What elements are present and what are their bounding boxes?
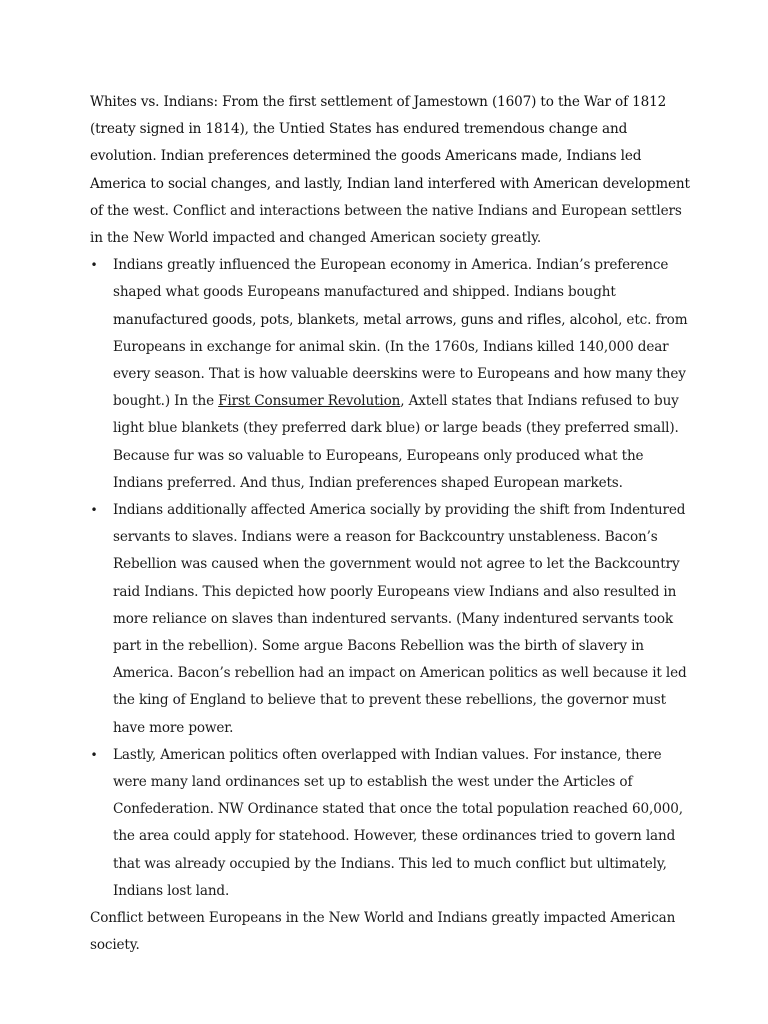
bullet-icon — [90, 252, 98, 279]
intro-thesis-text: From the first settlement of Jamestown (1607) to the War of 1812 (treaty signed in 1814), the Untied States has endured tremendous change and evolution. Indian preferences determined the goods Americans made, Indians led America to social changes, and lastly, Indian land interfered with American development of the west. — [90, 94, 690, 219]
bullet-item-economy — [90, 252, 690, 497]
economy-text-part3: , Axtell states that Indians refused to buy light blue blankets (they preferred dark blue) or large beads (they preferred small). Because fur was so valuable to Europeans, Europeans only produced what the Indians preferred. And thus, Indian preferences shaped European markets. — [113, 393, 679, 491]
economy-text-part1: Indians greatly influenced the European economy in America. Indian’s preference shaped what goods Europeans manufactured and shipped. Indians bought — [113, 257, 669, 301]
economy-goods-list: manufactured goods, pots, blankets, metal arrows, guns and rifles, alcohol — [113, 311, 619, 328]
intro-closing-text: Conflict and interactions between the native Indians and European settlers in the New World impacted and changed American society greatly. — [90, 202, 682, 247]
bullet-item-social — [90, 497, 690, 742]
document-page — [90, 89, 690, 960]
conclusion-paragraph: Conflict between Europeans in the New World and Indians greatly impacted American society. — [90, 910, 676, 954]
first-consumer-revolution-link[interactable]: First Consumer Revolution — [218, 393, 401, 410]
bullet-list — [90, 252, 690, 905]
social-text: Indians additionally affected America socially by providing the shift from Indentured servants to slaves. Indians were a reason for Backcountry unstableness. Bacon’s Rebellion was caused when the government would not agree to let the Backcountry raid Indians. This depicted how poorly Europeans view Indians and also resulted in more reliance on slaves than indentured servants. (Many indentured servants took part in the rebellion). Some argue Bacons Rebellion was the birth of slavery in America. Bacon’s rebellion had an impact on American politics as well because it led the king of England to believe that to prevent these rebellions, the governor must have more power. — [113, 502, 687, 736]
bullet-icon — [90, 742, 98, 769]
bullet-icon — [90, 497, 98, 524]
economy-text-part2: , etc. from Europeans in exchange for animal skin. (In the 1760s, Indians killed 140,000 dear every season. That is how valuable deerskins were to Europeans and how many they bought.) In the — [113, 311, 688, 410]
bullet-item-politics — [90, 742, 690, 905]
politics-text: Lastly, American politics often overlapped with Indian values. For instance, there were many land ordinances set up to establish the west under the Articles of Confederation. NW Ordinance stated that once the total population reached 60,000, the area could apply for statehood. However, these ordinances tried to govern land that was already occupied by the Indians. This led to much conflict but ultimately, Indians lost land. — [113, 746, 683, 899]
intro-paragraph — [90, 89, 690, 252]
intro-heading: Whites vs. Indians: — [90, 94, 218, 110]
